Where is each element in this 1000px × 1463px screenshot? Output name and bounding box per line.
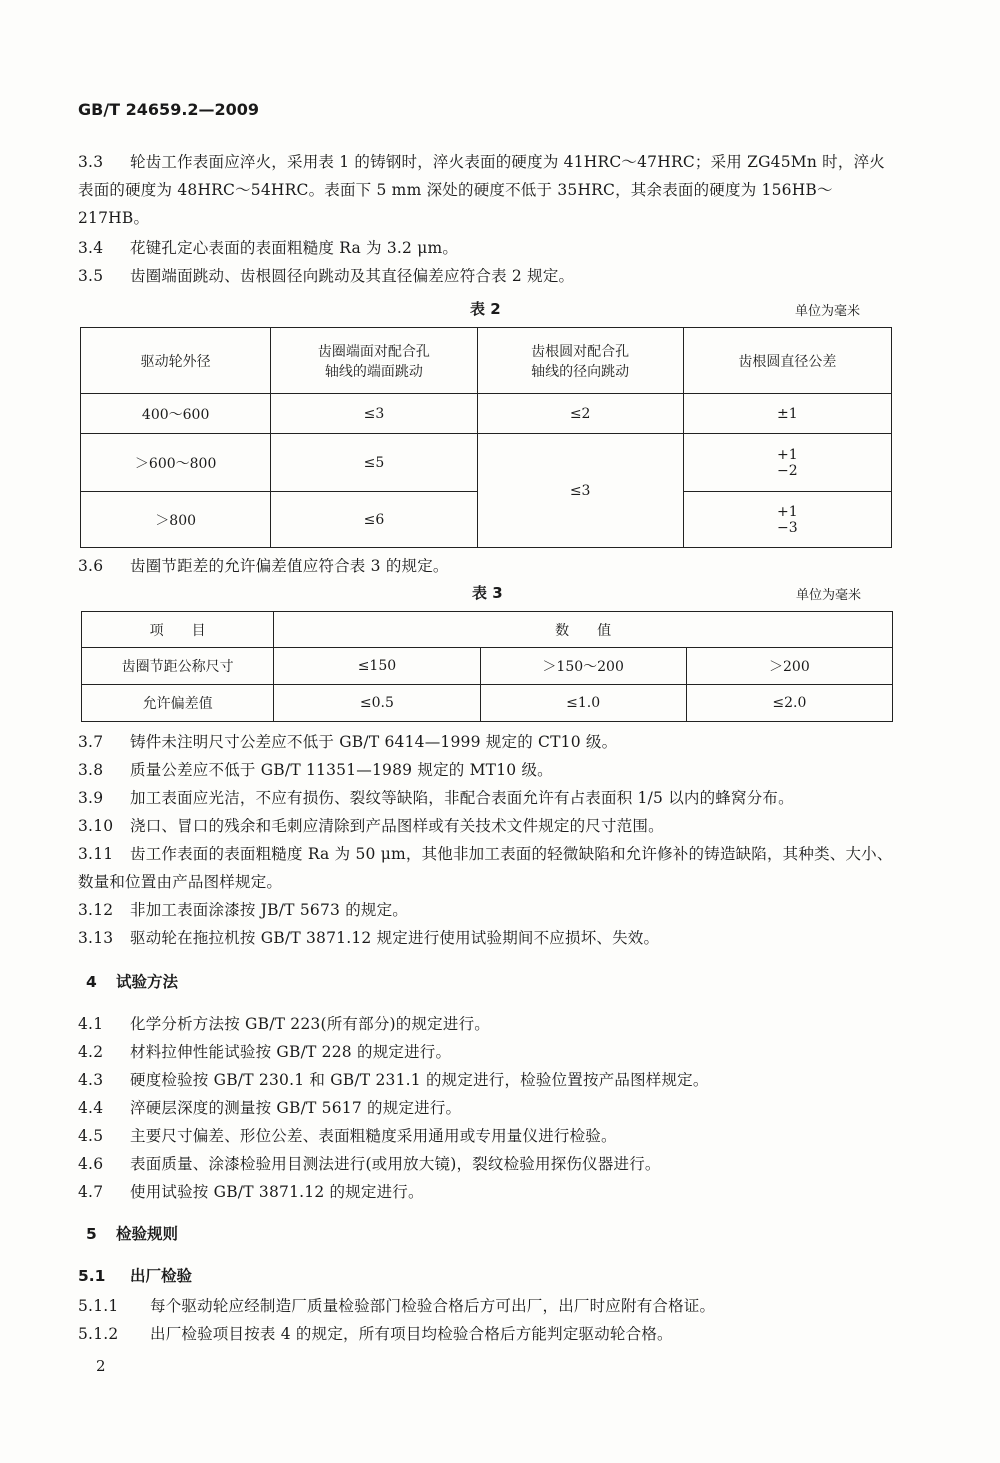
- section-number: 4: [86, 973, 97, 991]
- clause-3-10: [78, 812, 898, 840]
- t2-header-face-runout-l2: 轴线的端面跳动: [324, 363, 423, 380]
- clause-3-6: [78, 552, 898, 580]
- clause-text: 表面质量、涂漆检验用目测法进行(或用放大镜)，裂纹检验用探伤仪器进行。: [130, 1155, 661, 1173]
- clause-number: 3.5: [78, 267, 104, 285]
- table-2-unit: 单位为毫米: [795, 304, 861, 319]
- t2-r2-tolerance: [683, 434, 891, 492]
- section-number: 5.1: [78, 1267, 106, 1285]
- t2-r2-face-runout: ≤5: [271, 434, 477, 492]
- clause-3-11: [78, 840, 898, 896]
- clause-number: 3.9: [78, 789, 104, 807]
- section-number: 5: [86, 1225, 97, 1243]
- clause-text: 化学分析方法按 GB/T 223(所有部分)的规定进行。: [130, 1015, 490, 1033]
- clause-5-1-2: [78, 1320, 898, 1348]
- clause-4-2: [78, 1038, 898, 1066]
- t3-r2-v3: ≤2.0: [686, 685, 892, 722]
- t3-header-value: 数 值: [274, 612, 893, 648]
- section-5-heading: [86, 1222, 178, 1244]
- clause-3-12: [78, 896, 898, 924]
- t2-r1-radial-runout: ≤2: [477, 394, 683, 434]
- t2-r3-tol-upper: +1: [777, 503, 798, 520]
- clause-number: 5.1.2: [78, 1325, 119, 1343]
- table-2: [80, 327, 892, 548]
- section-title: 出厂检验: [130, 1267, 193, 1285]
- clause-number: 4.6: [78, 1155, 104, 1173]
- clause-text: 加工表面应光洁，不应有损伤、裂纹等缺陷，非配合表面允许有占表面积 1/5 以内的蜂窝分布。: [130, 789, 794, 807]
- clause-number: 3.11: [78, 845, 114, 863]
- t2-r3-face-runout: ≤6: [271, 492, 477, 548]
- t3-r1-v2: ＞150～200: [480, 648, 686, 685]
- clause-text: 使用试验按 GB/T 3871.12 的规定进行。: [130, 1183, 424, 1201]
- t2-r2-r3-radial-runout: ≤3: [477, 434, 683, 548]
- t2-header-radial-runout: [477, 328, 683, 394]
- clause-text: 轮齿工作表面应淬火，采用表 1 的铸钢时，淬火表面的硬度为 41HRC～47HRC；采用 ZG45Mn 时，淬火表面的硬度为 48HRC～54HRC。表面下 5 mm 深处的硬度不低于 35HRC，其余表面的硬度为 156HB～217HB。: [78, 153, 885, 227]
- clause-text: 齿工作表面的表面粗糙度 Ra 为 50 μm，其他非加工表面的轻微缺陷和允许修补的铸造缺陷，其种类、大小、数量和位置由产品图样规定。: [78, 845, 893, 891]
- clause-number: 4.5: [78, 1127, 104, 1145]
- t2-r1-tolerance: ±1: [683, 394, 891, 434]
- table-2-caption: 表 2: [470, 300, 501, 318]
- standard-number-header: GB/T 24659.2—2009: [78, 100, 260, 119]
- t2-r3-tolerance: [683, 492, 891, 548]
- clause-text: 驱动轮在拖拉机按 GB/T 3871.12 规定进行使用试验期间不应损坏、失效。: [130, 929, 660, 947]
- clause-number: 4.3: [78, 1071, 104, 1089]
- section-title: 检验规则: [116, 1225, 179, 1243]
- clause-text: 齿圈节距差的允许偏差值应符合表 3 的规定。: [130, 557, 449, 575]
- t2-header-outer-diameter: 驱动轮外径: [81, 328, 271, 394]
- t2-r2-diameter: ＞600～800: [81, 434, 271, 492]
- clause-number: 3.3: [78, 153, 104, 171]
- clause-3-8: [78, 756, 898, 784]
- clause-3-5: [78, 262, 898, 290]
- clause-3-7: [78, 728, 898, 756]
- page-number: 2: [96, 1357, 106, 1375]
- clause-number: 4.1: [78, 1015, 104, 1033]
- t3-r2-v2: ≤1.0: [480, 685, 686, 722]
- clause-number: 3.4: [78, 239, 104, 257]
- t2-header-radial-runout-l2: 轴线的径向跳动: [531, 363, 630, 380]
- t2-r3-tol-lower: −3: [777, 519, 798, 536]
- clause-3-9: [78, 784, 898, 812]
- clause-number: 3.8: [78, 761, 104, 779]
- clause-4-7: [78, 1178, 898, 1206]
- t2-header-radial-runout-l1: 齿根圆对配合孔: [531, 343, 630, 360]
- t3-r1-v1: ≤150: [274, 648, 480, 685]
- t2-r3-diameter: ＞800: [81, 492, 271, 548]
- t2-r1-face-runout: ≤3: [271, 394, 477, 434]
- clause-4-1: [78, 1010, 898, 1038]
- section-title: 试验方法: [116, 973, 179, 991]
- clause-text: 非加工表面涂漆按 JB/T 5673 的规定。: [130, 901, 408, 919]
- clause-number: 5.1.1: [78, 1297, 119, 1315]
- clause-5-1-1: [78, 1292, 898, 1320]
- clause-4-4: [78, 1094, 898, 1122]
- clause-text: 硬度检验按 GB/T 230.1 和 GB/T 231.1 的规定进行，检验位置按产品图样规定。: [130, 1071, 709, 1089]
- clause-text: 主要尺寸偏差、形位公差、表面粗糙度采用通用或专用量仪进行检验。: [130, 1127, 617, 1145]
- t2-r2-tol-lower: −2: [777, 462, 798, 479]
- t2-r1-diameter: 400～600: [81, 394, 271, 434]
- clause-text: 齿圈端面跳动、齿根圆径向跳动及其直径偏差应符合表 2 规定。: [130, 267, 575, 285]
- table-3: [81, 611, 893, 722]
- table-3-caption: 表 3: [472, 584, 503, 602]
- clause-number: 4.7: [78, 1183, 104, 1201]
- t2-header-root-tolerance: 齿根圆直径公差: [683, 328, 891, 394]
- clause-text: 浇口、冒口的残余和毛刺应清除到产品图样或有关技术文件规定的尺寸范围。: [130, 817, 664, 835]
- clause-text: 淬硬层深度的测量按 GB/T 5617 的规定进行。: [130, 1099, 462, 1117]
- clause-number: 4.2: [78, 1043, 104, 1061]
- t2-header-face-runout: [271, 328, 477, 394]
- clause-number: 3.12: [78, 901, 114, 919]
- clause-number: 3.7: [78, 733, 104, 751]
- t2-r2-tol-upper: +1: [777, 446, 798, 463]
- t3-r2-v1: ≤0.5: [274, 685, 480, 722]
- clause-4-3: [78, 1066, 898, 1094]
- t3-r1-v3: ＞200: [686, 648, 892, 685]
- clause-3-4: [78, 234, 898, 262]
- clause-text: 铸件未注明尺寸公差应不低于 GB/T 6414—1999 规定的 CT10 级。: [130, 733, 618, 751]
- clause-4-6: [78, 1150, 898, 1178]
- clause-text: 出厂检验项目按表 4 的规定，所有项目均检验合格后方能判定驱动轮合格。: [150, 1325, 673, 1343]
- clause-number: 3.10: [78, 817, 114, 835]
- section-4-heading: [86, 970, 178, 992]
- clause-3-13: [78, 924, 898, 952]
- clause-number: 3.6: [78, 557, 104, 575]
- clause-number: 4.4: [78, 1099, 104, 1117]
- t3-r1-label: 齿圈节距公称尺寸: [82, 648, 274, 685]
- clause-4-5: [78, 1122, 898, 1150]
- clause-text: 材料拉伸性能试验按 GB/T 228 的规定进行。: [130, 1043, 452, 1061]
- clause-text: 每个驱动轮应经制造厂质量检验部门检验合格后方可出厂，出厂时应附有合格证。: [150, 1297, 716, 1315]
- clause-number: 3.13: [78, 929, 114, 947]
- t3-header-item: 项 目: [82, 612, 274, 648]
- clause-3-3: [78, 148, 898, 232]
- t3-r2-label: 允许偏差值: [82, 685, 274, 722]
- clause-text: 质量公差应不低于 GB/T 11351—1989 规定的 MT10 级。: [130, 761, 553, 779]
- clause-text: 花键孔定心表面的表面粗糙度 Ra 为 3.2 μm。: [130, 239, 459, 257]
- t2-header-face-runout-l1: 齿圈端面对配合孔: [317, 343, 430, 360]
- table-3-unit: 单位为毫米: [796, 588, 862, 603]
- section-5-1-heading: [78, 1264, 192, 1286]
